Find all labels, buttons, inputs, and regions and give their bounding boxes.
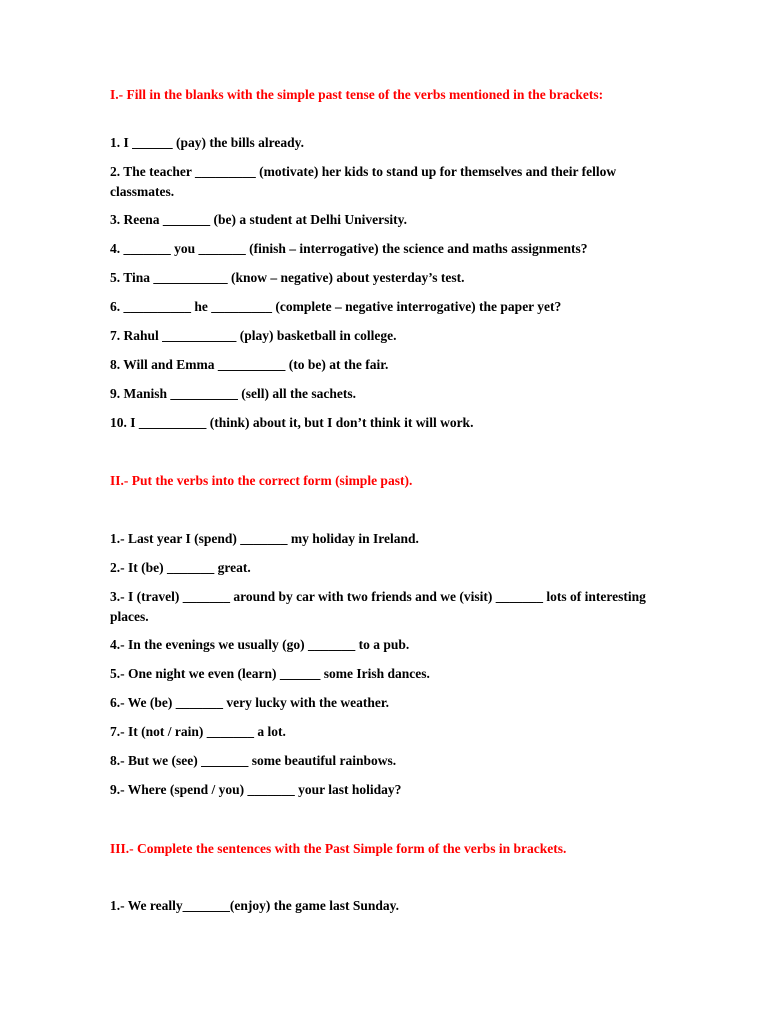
exercise-1-item-6: 6. __________ he _________ (complete – negative interrogative) the paper yet? xyxy=(110,299,562,314)
exercise-1-item-10: 10. I __________ (think) about it, but I don’t think it will work. xyxy=(110,415,474,430)
exercise-2-item-4: 4.- In the evenings we usually (go) _______ to a pub. xyxy=(110,637,410,652)
exercise-1-item-7: 7. Rahul ___________ (play) basketball in college. xyxy=(110,328,397,343)
exercise-2-item-9: 9.- Where (spend / you) _______ your last holiday? xyxy=(110,782,402,797)
exercise-2-item-5: 5.- One night we even (learn) ______ some Irish dances. xyxy=(110,666,430,681)
section-3-heading: III.- Complete the sentences with the Past Simple form of the verbs in brackets. xyxy=(110,841,567,856)
exercise-2-item-3: 3.- I (travel) _______ around by car with two friends and we (visit) _______ lots of interesting places. xyxy=(110,589,646,624)
exercise-1-item-2: 2. The teacher _________ (motivate) her kids to stand up for themselves and their fellow classmates. xyxy=(110,164,617,199)
exercise-1-item-1: 1. I ______ (pay) the bills already. xyxy=(110,135,305,150)
exercise-2-item-2: 2.- It (be) _______ great. xyxy=(110,560,251,575)
exercise-2-item-7: 7.- It (not / rain) _______ a lot. xyxy=(110,724,286,739)
section-1-heading: I.- Fill in the blanks with the simple past tense of the verbs mentioned in the brackets: xyxy=(110,87,604,102)
exercise-1-item-5: 5. Tina ___________ (know – negative) about yesterday’s test. xyxy=(110,270,465,285)
section-2-heading: II.- Put the verbs into the correct form (simple past). xyxy=(110,473,413,488)
exercise-1-item-3: 3. Reena _______ (be) a student at Delhi University. xyxy=(110,212,407,227)
exercise-2-item-1: 1.- Last year I (spend) _______ my holiday in Ireland. xyxy=(110,531,419,546)
exercise-1-item-9: 9. Manish __________ (sell) all the sachets. xyxy=(110,386,356,401)
exercise-2-item-8: 8.- But we (see) _______ some beautiful rainbows. xyxy=(110,753,397,768)
exercise-1-item-8: 8. Will and Emma __________ (to be) at the fair. xyxy=(110,357,389,372)
exercise-2-item-6: 6.- We (be) _______ very lucky with the weather. xyxy=(110,695,389,710)
exercise-3-item-1: 1.- We really_______(enjoy) the game last Sunday. xyxy=(110,898,399,913)
exercise-1-item-4: 4. _______ you _______ (finish – interrogative) the science and maths assignments? xyxy=(110,241,588,256)
